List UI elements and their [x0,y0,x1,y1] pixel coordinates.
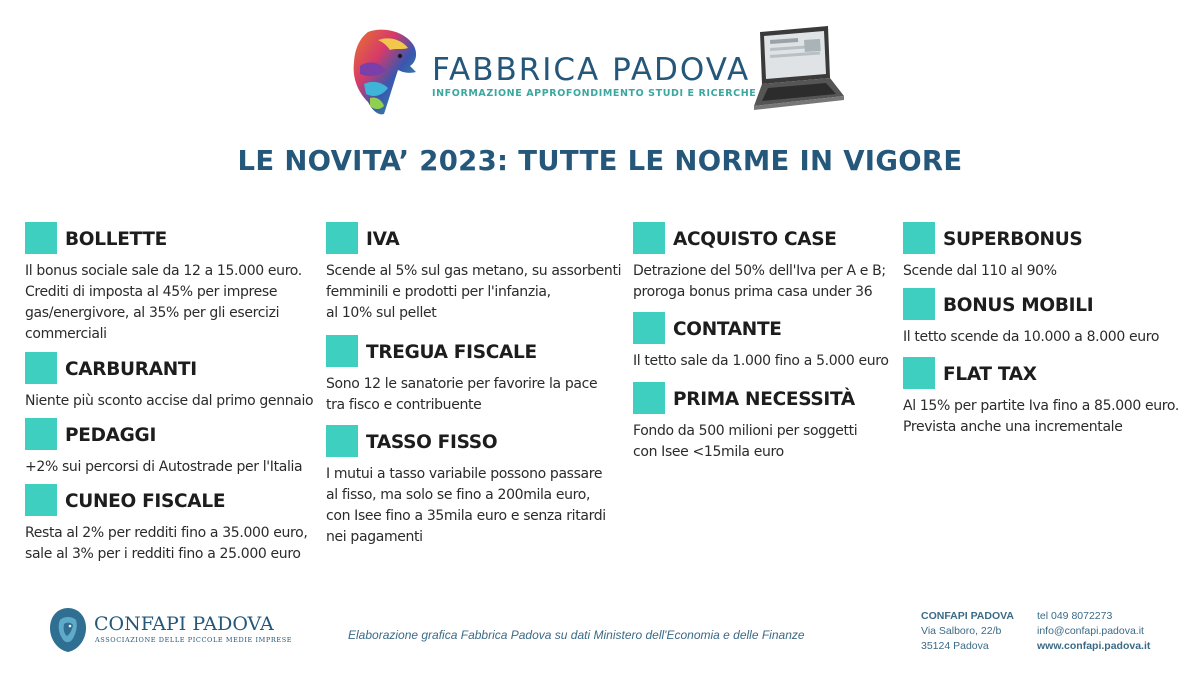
item-title: TASSO FISSO [366,432,498,453]
item-title: SUPERBONUS [943,229,1083,250]
teal-square-icon [903,222,935,254]
contact-block [1037,609,1150,654]
item-description: Resta al 2% per redditi fino a 35.000 euro, sale al 3% per i redditi fino a 25.000 euro [25,525,308,562]
item-description: Sono 12 le sanatorie per favorire la pace tra fisco e contribuente [326,376,598,413]
item-description: Il tetto scende da 10.000 a 8.000 euro [903,329,1160,345]
item-description: Il tetto sale da 1.000 fino a 5.000 euro [633,353,889,369]
brand-name: FABBRICA PADOVA [432,52,751,88]
teal-square-icon [903,288,935,320]
item-title: IVA [366,229,400,250]
item-title: CONTANTE [673,319,782,340]
item-title: FLAT TAX [943,364,1037,385]
address-org: CONFAPI PADOVA [921,610,1014,622]
address-block [921,609,1014,654]
item-description: Fondo da 500 milioni per soggetti con Isee <15mila euro [633,423,858,460]
item-description: Detrazione del 50% dell'Iva per A e B; proroga bonus prima casa under 36 [633,263,886,300]
confapi-name: CONFAPI PADOVA [94,613,274,635]
item-description: Al 15% per partite Iva fino a 85.000 euro. Prevista anche una incrementale [903,398,1179,435]
confapi-tagline: ASSOCIAZIONE DELLE PICCOLE MEDIE IMPRESE [95,636,293,644]
teal-square-icon [326,222,358,254]
teal-square-icon [633,382,665,414]
item-title: PRIMA NECESSITÀ [673,389,855,410]
email-link[interactable]: info@confapi.padova.it [1037,625,1144,637]
laptop-icon [746,26,846,114]
teal-square-icon [903,357,935,389]
source-credit: Elaborazione grafica Fabbrica Padova su dati Ministero dell'Economia e delle Finanze [348,628,805,642]
item-description: Scende al 5% sul gas metano, su assorbenti femminili e prodotti per l'infanzia, al 10% sul pellet [326,263,622,321]
item-description: Scende dal 110 al 90% [903,263,1057,279]
teal-square-icon [25,352,57,384]
address-city: 35124 Padova [921,640,989,652]
brand-tagline: INFORMAZIONE APPROFONDIMENTO STUDI E RICERCHE [432,88,757,99]
confapi-lion-logo-icon [48,606,88,654]
item-title: TREGUA FISCALE [366,342,537,363]
item-title: BONUS MOBILI [943,295,1094,316]
teal-square-icon [25,484,57,516]
teal-square-icon [326,425,358,457]
teal-square-icon [633,222,665,254]
teal-square-icon [326,335,358,367]
item-title: CUNEO FISCALE [65,491,226,512]
phone-number: tel 049 8072273 [1037,610,1113,622]
item-title: BOLLETTE [65,229,167,250]
website-link[interactable]: www.confapi.padova.it [1037,640,1151,652]
item-description: Il bonus sociale sale da 12 a 15.000 euro. Crediti di imposta al 45% per imprese gas/energivore, al 35% per gli esercizi commerciali [25,263,302,342]
item-description: I mutui a tasso variabile possono passare al fisso, ma solo se fino a 200mila euro, con Isee fino a 35mila euro e senza ritardi nei pagamenti [326,466,606,545]
item-description: Niente più sconto accise dal primo gennaio [25,393,314,409]
item-title: CARBURANTI [65,359,197,380]
item-description: +2% sui percorsi di Autostrade per l'Italia [25,459,303,475]
fabbrica-padova-logo-icon [350,26,420,118]
item-title: PEDAGGI [65,425,157,446]
teal-square-icon [25,222,57,254]
teal-square-icon [25,418,57,450]
page-title: LE NOVITA’ 2023: TUTTE LE NORME IN VIGORE [237,145,963,177]
address-street: Via Salboro, 22/b [921,625,1002,637]
item-title: ACQUISTO CASE [673,229,837,250]
teal-square-icon [633,312,665,344]
